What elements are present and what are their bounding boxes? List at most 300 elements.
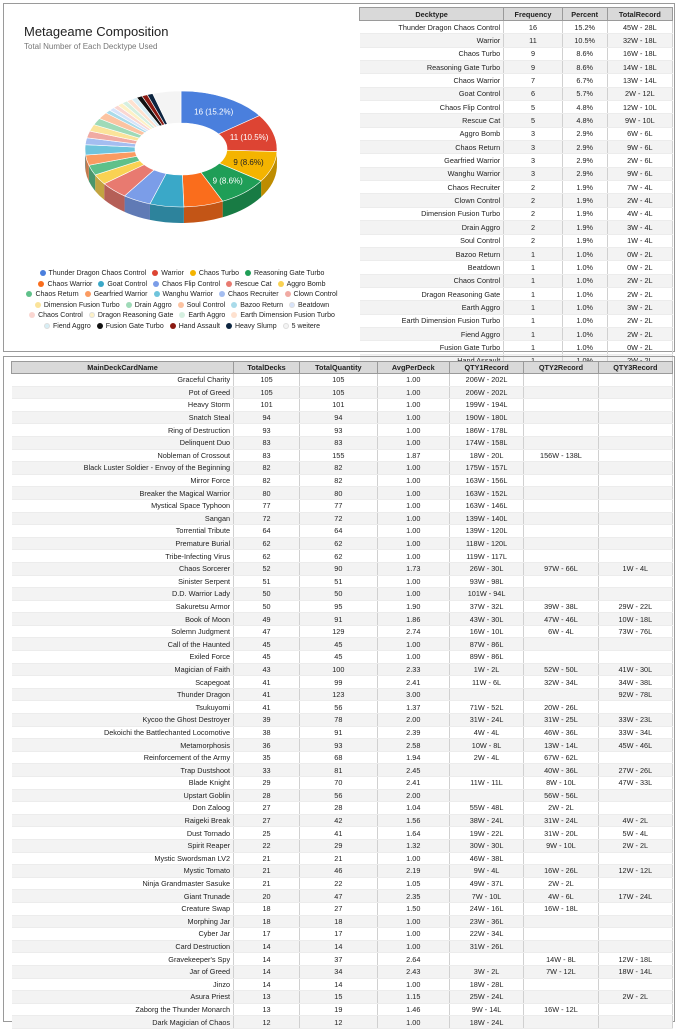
deck-cell: Chaos Return [360, 141, 504, 154]
card-cell: 49 [234, 613, 300, 626]
deck-cell: 9W - 6L [607, 141, 672, 154]
card-cell: 9W - 14L [449, 1003, 523, 1016]
card-cell: 105 [234, 386, 300, 399]
card-cell: 6W - 4L [524, 625, 598, 638]
card-cell: 55W - 48L [449, 802, 523, 815]
card-cell: 175W - 157L [449, 462, 523, 475]
card-cell: 10W - 8L [449, 739, 523, 752]
legend-label: Dragon Reasoning Gate [98, 312, 174, 319]
card-cell: 1.00 [377, 915, 449, 928]
deck-cell: Beatdown [360, 261, 504, 274]
card-cell [524, 512, 598, 525]
deck-cell: 4.8% [562, 114, 607, 127]
card-cell: 3.00 [377, 688, 449, 701]
legend-label: Clown Control [294, 291, 338, 298]
table-row [360, 247, 673, 260]
card-cell: 2.35 [377, 890, 449, 903]
card-cell: 18W - 14L [598, 965, 672, 978]
card-cell: 38W - 24L [449, 814, 523, 827]
card-cell: 29 [234, 777, 300, 790]
table-row [12, 462, 673, 475]
card-cell [598, 399, 672, 412]
deck-cell: Earth Aggro [360, 301, 504, 314]
table-row [12, 651, 673, 664]
card-cell: 11W - 6L [449, 676, 523, 689]
deck-cell: 7W - 4L [607, 181, 672, 194]
deck-cell: 2W - 6L [607, 154, 672, 167]
card-cell: 1.73 [377, 562, 449, 575]
table-row [12, 512, 673, 525]
deck-cell: 11 [504, 34, 562, 47]
deck-cell: 2 [504, 181, 562, 194]
card-cell: 17 [300, 928, 378, 941]
card-cell: 47W - 46L [524, 613, 598, 626]
deck-cell: 1 [504, 287, 562, 300]
deck-cell: 4W - 4L [607, 207, 672, 220]
card-cell: 1.00 [377, 374, 449, 387]
table-row [12, 386, 673, 399]
table-row [12, 399, 673, 412]
card-cell: 47 [300, 890, 378, 903]
card-cell: Trap Dustshoot [12, 764, 234, 777]
card-cell: 14 [300, 940, 378, 953]
legend-label: Dimension Fusion Turbo [44, 302, 120, 309]
deck-cell: 3 [504, 127, 562, 140]
deck-cell: 8.6% [562, 47, 607, 60]
card-cell: 206W - 202L [449, 374, 523, 387]
card-cell: 2.58 [377, 739, 449, 752]
card-cell: 15 [300, 991, 378, 1004]
table-row [360, 101, 673, 114]
deck-cell: Chaos Recruiter [360, 181, 504, 194]
card-cell: 14W - 8L [524, 953, 598, 966]
card-cell [524, 499, 598, 512]
card-header-cell: QTY2Record [524, 362, 598, 374]
card-cell: 40W - 36L [524, 764, 598, 777]
card-cell [524, 462, 598, 475]
card-cell [524, 978, 598, 991]
table-row [12, 474, 673, 487]
card-cell: 41 [234, 688, 300, 701]
card-cell: 16W - 18L [524, 902, 598, 915]
deck-cell: 1 [504, 301, 562, 314]
table-row [12, 764, 673, 777]
table-row [12, 777, 673, 790]
card-cell: 25 [234, 827, 300, 840]
card-cell: 82 [234, 474, 300, 487]
card-cell: 18W - 24L [449, 1016, 523, 1029]
pie-data-label: 9 (8.6%) [233, 158, 264, 167]
card-cell: Ninja Grandmaster Sasuke [12, 877, 234, 890]
table-row [12, 991, 673, 1004]
deck-cell: 0W - 2L [607, 261, 672, 274]
table-row [360, 181, 673, 194]
card-cell: 42 [300, 814, 378, 827]
card-cell: Mirror Force [12, 474, 234, 487]
card-cell: Creature Swap [12, 902, 234, 915]
card-cell: 45W - 46L [598, 739, 672, 752]
card-cell: 17W - 24L [598, 890, 672, 903]
card-cell: 31W - 24L [449, 714, 523, 727]
card-cell: 35 [234, 751, 300, 764]
card-cell: 2.00 [377, 789, 449, 802]
card-cell [598, 525, 672, 538]
table-row [12, 726, 673, 739]
card-cell: 1.00 [377, 537, 449, 550]
card-cell: 12 [234, 1016, 300, 1029]
card-cell [598, 751, 672, 764]
legend-dot-icon [153, 281, 159, 287]
card-cell: 47W - 33L [598, 777, 672, 790]
card-cell [524, 688, 598, 701]
card-cell: 163W - 146L [449, 499, 523, 512]
deck-header-cell: TotalRecord [607, 8, 672, 21]
deck-cell: 14W - 18L [607, 61, 672, 74]
table-row [360, 301, 673, 314]
card-cell: 1W - 4L [598, 562, 672, 575]
card-cell: 27 [234, 802, 300, 815]
card-cell: 94 [300, 411, 378, 424]
card-cell: 190W - 180L [449, 411, 523, 424]
card-cell [524, 575, 598, 588]
card-cell [598, 701, 672, 714]
card-cell: 2.00 [377, 714, 449, 727]
card-cell: 90 [300, 562, 378, 575]
card-cell: 72 [234, 512, 300, 525]
table-row [12, 525, 673, 538]
deck-cell: 1 [504, 261, 562, 274]
card-cell: 31W - 24L [524, 814, 598, 827]
card-cell: 77 [234, 499, 300, 512]
deck-cell: Warrior [360, 34, 504, 47]
legend-entry [152, 269, 184, 280]
card-header-cell: TotalDecks [234, 362, 300, 374]
deck-cell: Chaos Warrior [360, 74, 504, 87]
legend-label: Earth Dimension Fusion Turbo [240, 312, 335, 319]
card-cell: 2W - 2L [598, 991, 672, 1004]
card-cell: 9W - 10L [524, 839, 598, 852]
deck-cell: Fusion Gate Turbo [360, 341, 504, 354]
chart-legend [12, 269, 352, 332]
card-cell [598, 474, 672, 487]
card-cell [524, 991, 598, 1004]
table-row [360, 127, 673, 140]
table-row [12, 537, 673, 550]
card-cell: 91 [300, 613, 378, 626]
table-row [12, 449, 673, 462]
card-cell [598, 374, 672, 387]
card-cell: 22 [300, 877, 378, 890]
card-table-panel [3, 356, 675, 1022]
legend-label: Chaos Control [38, 312, 83, 319]
table-row [360, 207, 673, 220]
card-cell: Delinquent Duo [12, 436, 234, 449]
legend-dot-icon [40, 270, 46, 276]
card-cell: Raigeki Break [12, 814, 234, 827]
card-cell: 14 [300, 978, 378, 991]
deck-cell: 2.9% [562, 127, 607, 140]
card-cell: 91 [300, 726, 378, 739]
legend-label: Rescue Cat [235, 281, 272, 288]
card-cell: 99 [300, 676, 378, 689]
table-row [12, 1003, 673, 1016]
card-cell: Cyber Jar [12, 928, 234, 941]
deck-cell: Dimension Fusion Turbo [360, 207, 504, 220]
table-row [12, 852, 673, 865]
deck-header-cell: Frequency [504, 8, 562, 21]
table-row [12, 739, 673, 752]
legend-dot-icon [285, 291, 291, 297]
card-cell: 39W - 38L [524, 600, 598, 613]
deck-cell: Soul Control [360, 234, 504, 247]
deck-cell: Gearfried Warrior [360, 154, 504, 167]
card-cell: 105 [300, 386, 378, 399]
legend-label: Wanghu Warrior [163, 291, 213, 298]
table-row [12, 839, 673, 852]
card-cell: Morphing Jar [12, 915, 234, 928]
legend-label: Aggro Bomb [287, 281, 326, 288]
legend-label: Thunder Dragon Chaos Control [49, 270, 147, 277]
legend-entry [98, 280, 147, 291]
pie-data-label: 11 (10.5%) [230, 133, 269, 142]
card-cell [598, 638, 672, 651]
deck-cell: 5 [504, 101, 562, 114]
legend-dot-icon [98, 281, 104, 287]
card-cell [524, 474, 598, 487]
card-cell: 2.41 [377, 676, 449, 689]
legend-label: Reasoning Gate Turbo [254, 270, 324, 277]
legend-label: Chaos Flip Control [162, 281, 220, 288]
legend-dot-icon [97, 323, 103, 329]
card-cell: 34 [300, 965, 378, 978]
card-cell: 46W - 36L [524, 726, 598, 739]
card-cell: 46W - 38L [449, 852, 523, 865]
card-cell: 199W - 194L [449, 399, 523, 412]
card-cell: 31W - 25L [524, 714, 598, 727]
card-cell: 12W - 18L [598, 953, 672, 966]
legend-entry [38, 280, 92, 291]
legend-label: 5 weitere [292, 323, 320, 330]
table-row [12, 953, 673, 966]
card-cell: 77 [300, 499, 378, 512]
deck-cell: Thunder Dragon Chaos Control [360, 21, 504, 34]
card-cell: 32W - 34L [524, 676, 598, 689]
deck-cell: Chaos Turbo [360, 47, 504, 60]
table-row [12, 865, 673, 878]
legend-label: Chaos Recruiter [228, 291, 279, 298]
table-row [360, 234, 673, 247]
card-cell: Ring of Destruction [12, 424, 234, 437]
card-cell: 52W - 50L [524, 663, 598, 676]
legend-label: Heavy Slump [235, 323, 277, 330]
card-cell: 33W - 23L [598, 714, 672, 727]
deck-cell: 2W - 2L [607, 274, 672, 287]
card-cell: 93 [300, 739, 378, 752]
card-cell: Sangan [12, 512, 234, 525]
table-row [12, 424, 673, 437]
card-cell: 50 [234, 588, 300, 601]
legend-label: Bazoo Return [240, 302, 283, 309]
card-cell: 29 [300, 839, 378, 852]
card-cell: 155 [300, 449, 378, 462]
card-header-cell: QTY1Record [449, 362, 523, 374]
legend-entry [231, 301, 283, 312]
card-cell: 46 [300, 865, 378, 878]
card-cell: 1.00 [377, 424, 449, 437]
card-cell: 139W - 140L [449, 512, 523, 525]
card-cell: 1.00 [377, 575, 449, 588]
card-cell: Card Destruction [12, 940, 234, 953]
table-row [12, 411, 673, 424]
card-cell: 1.00 [377, 386, 449, 399]
top-section [3, 3, 675, 352]
card-cell: 1.00 [377, 525, 449, 538]
table-row [360, 287, 673, 300]
card-cell: 78 [300, 714, 378, 727]
card-cell: 31W - 26L [449, 940, 523, 953]
table-row [12, 499, 673, 512]
table-row [360, 154, 673, 167]
card-cell: 2.43 [377, 965, 449, 978]
legend-entry [245, 269, 324, 280]
card-cell: 93 [300, 424, 378, 437]
card-cell: 41 [300, 827, 378, 840]
card-cell [449, 953, 523, 966]
card-cell: 1.37 [377, 701, 449, 714]
card-cell: 72 [300, 512, 378, 525]
card-cell: 119W - 117L [449, 550, 523, 563]
table-row [12, 789, 673, 802]
card-cell: Thunder Dragon [12, 688, 234, 701]
legend-label: Chaos Return [35, 291, 78, 298]
card-cell: Exiled Force [12, 651, 234, 664]
card-cell: 2.19 [377, 865, 449, 878]
card-cell: 18 [300, 915, 378, 928]
card-cell: 37W - 32L [449, 600, 523, 613]
card-cell [524, 525, 598, 538]
legend-dot-icon [231, 302, 237, 308]
deck-header-cell: Decktype [360, 8, 504, 21]
card-cell: 1.56 [377, 814, 449, 827]
deck-cell: 1.0% [562, 314, 607, 327]
deck-cell: 8.6% [562, 61, 607, 74]
card-cell [598, 588, 672, 601]
card-cell: Solemn Judgment [12, 625, 234, 638]
card-cell: 28 [300, 802, 378, 815]
legend-entry [170, 322, 220, 333]
legend-entry [26, 290, 78, 301]
deck-cell: 1.0% [562, 261, 607, 274]
card-cell: 2.33 [377, 663, 449, 676]
card-cell [524, 928, 598, 941]
deck-cell: 4.8% [562, 101, 607, 114]
legend-dot-icon [278, 281, 284, 287]
table-row [12, 978, 673, 991]
table-row [12, 562, 673, 575]
card-cell: 16W - 12L [524, 1003, 598, 1016]
card-cell: 129 [300, 625, 378, 638]
card-cell: Nobleman of Crossout [12, 449, 234, 462]
card-cell: Giant Trunade [12, 890, 234, 903]
card-cell: 2.64 [377, 953, 449, 966]
deck-cell: 1.9% [562, 194, 607, 207]
legend-dot-icon [245, 270, 251, 276]
card-cell: 2.41 [377, 777, 449, 790]
legend-entry [285, 290, 338, 301]
card-cell: 1.64 [377, 827, 449, 840]
deck-cell: 9 [504, 47, 562, 60]
legend-dot-icon [126, 302, 132, 308]
deck-cell: 1 [504, 314, 562, 327]
card-cell: 1.15 [377, 991, 449, 1004]
card-cell: Gravekeeper's Spy [12, 953, 234, 966]
card-cell: 4W - 4L [449, 726, 523, 739]
table-row [360, 141, 673, 154]
table-row [12, 550, 673, 563]
card-cell: 1.05 [377, 877, 449, 890]
card-cell: 1.00 [377, 852, 449, 865]
card-cell: Metamorphosis [12, 739, 234, 752]
card-cell: 14 [234, 978, 300, 991]
card-cell: 82 [300, 474, 378, 487]
card-cell: 81 [300, 764, 378, 777]
card-cell: Graceful Charity [12, 374, 234, 387]
deck-cell: 2.9% [562, 141, 607, 154]
card-cell: 52 [234, 562, 300, 575]
card-cell: Asura Priest [12, 991, 234, 1004]
legend-entry [97, 322, 164, 333]
card-cell: 1.00 [377, 940, 449, 953]
legend-dot-icon [226, 323, 232, 329]
deck-cell: 3W - 2L [607, 301, 672, 314]
chart-title: Metageame Composition [24, 24, 169, 39]
legend-entry [226, 280, 272, 291]
card-cell [524, 386, 598, 399]
card-header-cell: TotalQuantity [300, 362, 378, 374]
card-cell [598, 449, 672, 462]
card-cell: 1.00 [377, 550, 449, 563]
legend-entry [89, 311, 174, 322]
legend-dot-icon [283, 323, 289, 329]
card-cell: 41 [234, 676, 300, 689]
card-cell: 93W - 98L [449, 575, 523, 588]
card-cell: Blade Knight [12, 777, 234, 790]
card-cell: 20W - 26L [524, 701, 598, 714]
deck-cell: 16 [504, 21, 562, 34]
card-cell [598, 789, 672, 802]
card-cell: 64 [300, 525, 378, 538]
card-cell: Upstart Goblin [12, 789, 234, 802]
legend-dot-icon [35, 302, 41, 308]
card-cell: 56W - 56L [524, 789, 598, 802]
card-cell: 1.46 [377, 1003, 449, 1016]
card-cell: 1.04 [377, 802, 449, 815]
card-cell: 174W - 158L [449, 436, 523, 449]
decktype-table-header [360, 8, 673, 21]
card-cell: 62 [234, 550, 300, 563]
card-cell [524, 411, 598, 424]
card-cell: 26W - 30L [449, 562, 523, 575]
legend-dot-icon [289, 302, 295, 308]
card-cell: 105 [300, 374, 378, 387]
card-cell: 83 [234, 436, 300, 449]
deck-cell: Wanghu Warrior [360, 167, 504, 180]
deck-cell: 2W - 12L [607, 87, 672, 100]
card-cell: 62 [300, 550, 378, 563]
card-cell: 43W - 30L [449, 613, 523, 626]
card-cell: 83 [300, 436, 378, 449]
card-cell: 51 [234, 575, 300, 588]
